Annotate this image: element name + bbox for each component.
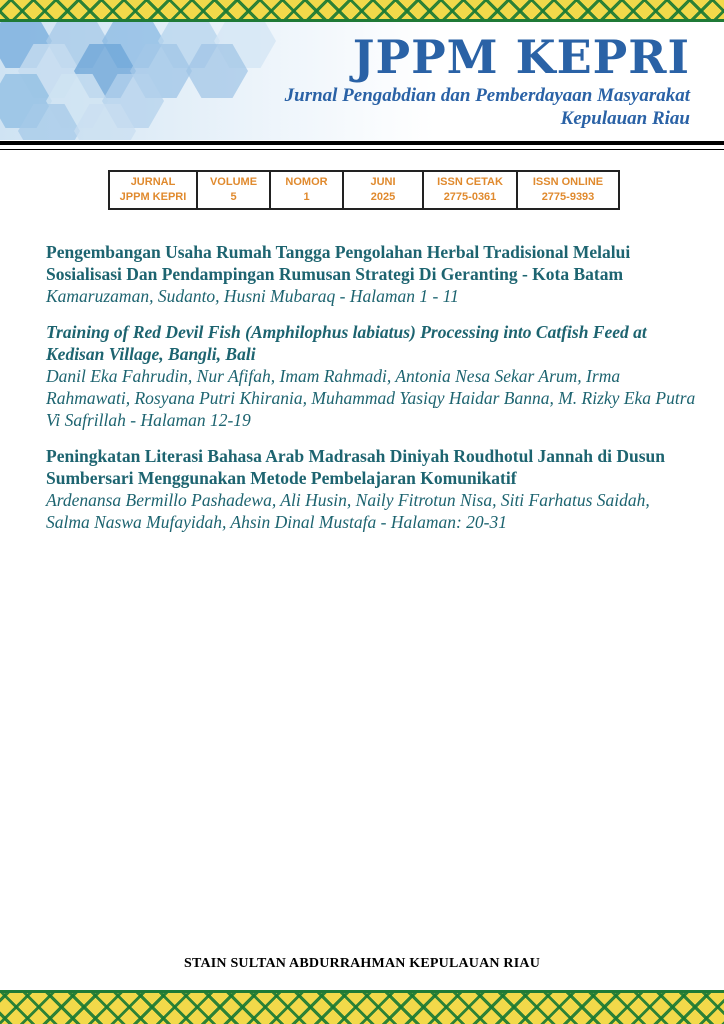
article-title-link[interactable]: Peningkatan Literasi Bahasa Arab Madrasah Diniyah Roudhotul Jannah di Dusun Sumbersari Menggunakan Metode Pembelajaran Komunikatif [46, 446, 665, 488]
article-entry [46, 241, 696, 307]
info-cell-journal: JURNAL JPPM KEPRI [109, 171, 197, 209]
bottom-decorative-border [0, 990, 724, 1024]
article-authors: Danil Eka Fahrudin, Nur Afifah, Imam Rahmadi, Antonia Nesa Sekar Arum, Irma Rahmawati, Rosyana Putri Khirania, Muhammad Yasiqy Haidar Banna, M. Rizky Eka Putra Vi Safrillah - Halaman 12-19 [46, 366, 696, 430]
top-decorative-border [0, 0, 724, 22]
article-list [46, 241, 696, 547]
info-cell-volume: VOLUME 5 [197, 171, 270, 209]
article-title-link[interactable]: Training of Red Devil Fish (Amphilophus labiatus) Processing into Catfish Feed at Kedisan Village, Bangli, Bali [46, 322, 647, 364]
article-entry [46, 321, 696, 431]
article-authors: Ardenansa Bermillo Pashadewa, Ali Husin, Naily Fitrotun Nisa, Siti Farhatus Saidah, Salma Naswa Mufayidah, Ahsin Dinal Mustafa - Halaman: 20-31 [46, 490, 650, 532]
journal-info-table [108, 170, 620, 210]
journal-header [0, 22, 724, 140]
header-divider-thin [0, 149, 724, 150]
info-cell-number: NOMOR 1 [270, 171, 343, 209]
article-title-link[interactable]: Pengembangan Usaha Rumah Tangga Pengolahan Herbal Tradisional Melalui Sosialisasi Dan Pendampingan Rumusan Strategi Di Geranting - Kota Batam [46, 242, 631, 284]
journal-title: JPPM KEPRI [352, 30, 690, 84]
publisher-institution: STAIN SULTAN ABDURRAHMAN KEPULAUAN RIAU [183, 956, 541, 971]
journal-subtitle-region: Kepulauan Riau [560, 108, 690, 129]
header-divider-thick [0, 141, 724, 145]
info-cell-issn-online: ISSN ONLINE 2775-9393 [517, 171, 619, 209]
journal-subtitle: Jurnal Pengabdian dan Pemberdayaan Masyarakat [284, 85, 690, 106]
info-cell-issn-print: ISSN CETAK 2775-0361 [423, 171, 517, 209]
article-entry [46, 445, 696, 533]
article-authors: Kamaruzaman, Sudanto, Husni Mubaraq - Halaman 1 - 11 [46, 286, 459, 306]
info-cell-date: JUNI 2025 [343, 171, 423, 209]
